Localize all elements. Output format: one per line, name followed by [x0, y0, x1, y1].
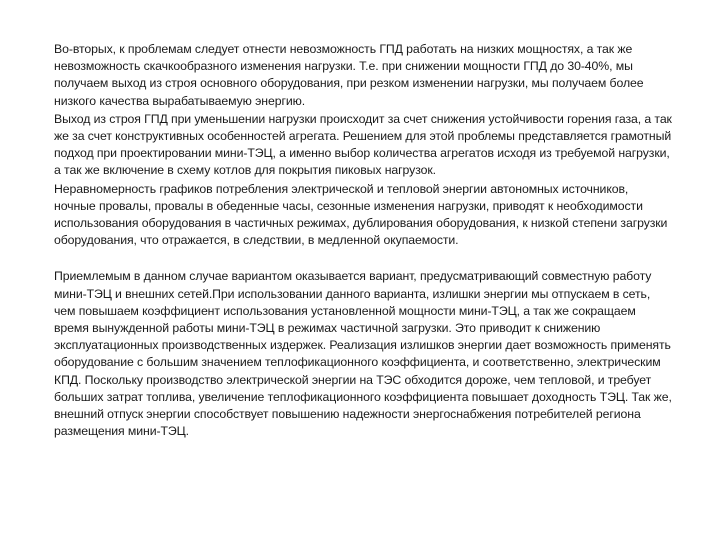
paragraph-4: Приемлемым в данном случае вариантом оказывается вариант, предусматривающий совместную работу мини-ТЭЦ и внешних сетей.При использовании данного варианта, излишки энергии мы отпускаем в сеть, чем повышаем коэффициент использования установленной мощности мини-ТЭЦ, а так же сокращаем время вынужденной работы мини-ТЭЦ в режимах частичной загрузки. Это приводит к снижению эксплуатационных производственных издержек. Реализация излишков энергии дает возможность применять оборудование с большим значением теплофикационного коэффициента, и соответственно, электрическим КПД. Поскольку производство электрической энергии на ТЭС обходится дороже, чем тепловой, и требует больших затрат топлива, увеличение теплофикационного коэффициента повышает доходность ТЭЦ. Так же, внешний отпуск энергии способствует повышению надежности энергоснабжения потребителей региона размещения мини-ТЭЦ.	[54, 269, 672, 439]
paragraph-2: Выход из строя ГПД при уменьшении нагрузки происходит за счет снижения устойчивости горения газа, а так же за счет конструктивных особенностей агрегата. Решением для этой проблемы представляется грамотный подход при проектировании мини-ТЭЦ, а именно выбор количества агрегатов исходя из требуемой нагрузки, а так же включение в схему котлов для покрытия пиковых нагрузок.	[54, 111, 672, 178]
paragraph-spacer	[54, 249, 672, 268]
document-body	[54, 41, 672, 440]
paragraph-1: Во-вторых, к проблемам следует отнести невозможность ГПД работать на низких мощностях, а так же невозможность скачкообразного изменения нагрузки. Т.е. при снижении мощности ГПД до 30-40%, мы получаем выход из строя основного оборудования, при резком изменении нагрузки, мы получаем более низкого качества вырабатываемую энергию.	[54, 42, 644, 108]
paragraph-3: Неравномерность графиков потребления электрической и тепловой энергии автономных источников, ночные провалы, провалы в обеденные часы, сезонные изменения нагрузки, приводят к необходимости использования оборудования в частичных режимах, дублирования оборудования, к низкой степени загрузки оборудования, что отражается, в следствии, в медленной окупаемости.	[54, 181, 668, 248]
